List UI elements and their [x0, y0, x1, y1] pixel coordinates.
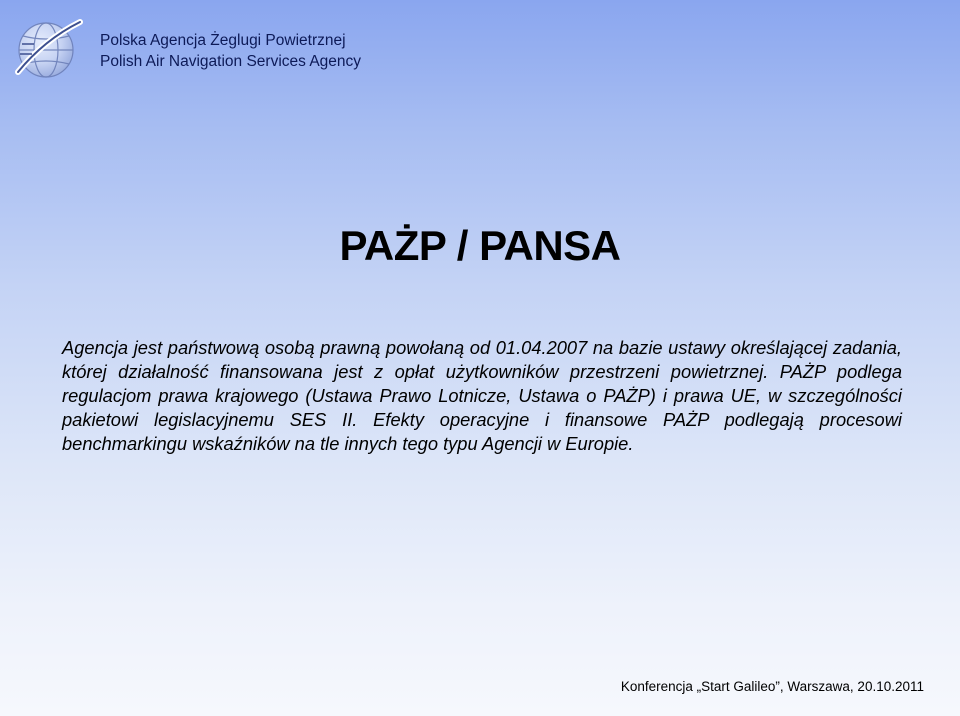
globe-swoosh-icon [14, 14, 84, 84]
slide-title: PAŻP / PANSA [339, 222, 621, 269]
organization-name-polish: Polska Agencja Żeglugi Powietrznej [100, 32, 346, 49]
organization-name-english: Polish Air Navigation Services Agency [100, 53, 362, 70]
conference-footer: Konferencja „Start Galileo”, Warszawa, 20.10.2011 [620, 679, 924, 694]
slide-body-paragraph: Agencja jest państwową osobą prawną powołaną od 01.04.2007 na bazie ustawy określającej zadania, której działalność finansowana jest z opłat użytkowników przestrzeni powietrznej. PAŻP podlega regulacjom prawa krajowego (Ustawa Prawo Lotnicze, Ustawa o PAŻP) i prawa UE, w szczególności pakietowi legislacyjnemu SES II. Efekty operacyjne i finansowe PAŻP podlegają procesowi benchmarkingu wskaźników na tle innych tego typu Agencji w Europie. [62, 337, 902, 454]
organization-name [100, 30, 361, 72]
